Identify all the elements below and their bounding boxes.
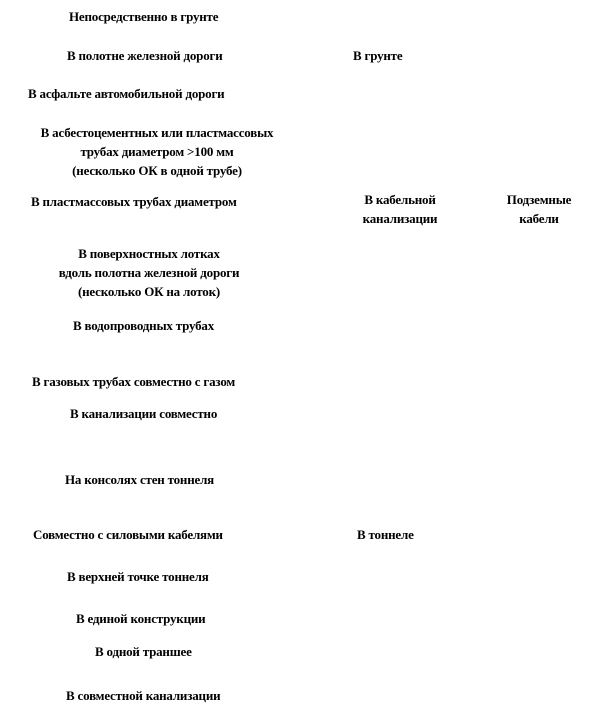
label-gas-pipes: В газовых трубах совместно с газом <box>32 374 236 389</box>
label-cable-duct: В кабельной канализации <box>362 192 438 226</box>
label-direct-ground: Непосредственно в грунте <box>69 9 219 24</box>
label-plastic-pipes-diameter: В пластмассовых трубах диаметром <box>31 194 237 209</box>
label-in-tunnel: В тоннеле <box>357 527 414 542</box>
label-railway-bed: В полотне железной дороги <box>67 48 223 63</box>
label-sewer-joint: В канализации совместно <box>70 406 218 421</box>
label-joint-sewer: В совместной канализации <box>66 688 221 703</box>
label-asbestos-plastic-pipes: В асбестоцементных или пластмассовых трубах диаметром >100 мм (несколько ОК в одной трубе) <box>40 125 274 178</box>
label-asphalt-road: В асфальте автомобильной дороги <box>28 86 225 101</box>
label-water-pipes: В водопроводных трубах <box>73 318 215 333</box>
label-with-power-cables: Совместно с силовыми кабелями <box>33 527 223 542</box>
label-tunnel-wall-consoles: На консолях стен тоннеля <box>65 472 215 487</box>
label-surface-trays: В поверхностных лотках вдоль полотна железной дороги (несколько ОК на лоток) <box>58 246 240 299</box>
label-in-ground: В грунте <box>353 48 403 63</box>
label-underground-cables: Подземные кабели <box>506 192 572 226</box>
label-single-trench: В одной траншее <box>95 644 192 659</box>
label-single-construction: В единой конструкции <box>76 611 206 626</box>
label-tunnel-top-point: В верхней точке тоннеля <box>67 569 209 584</box>
